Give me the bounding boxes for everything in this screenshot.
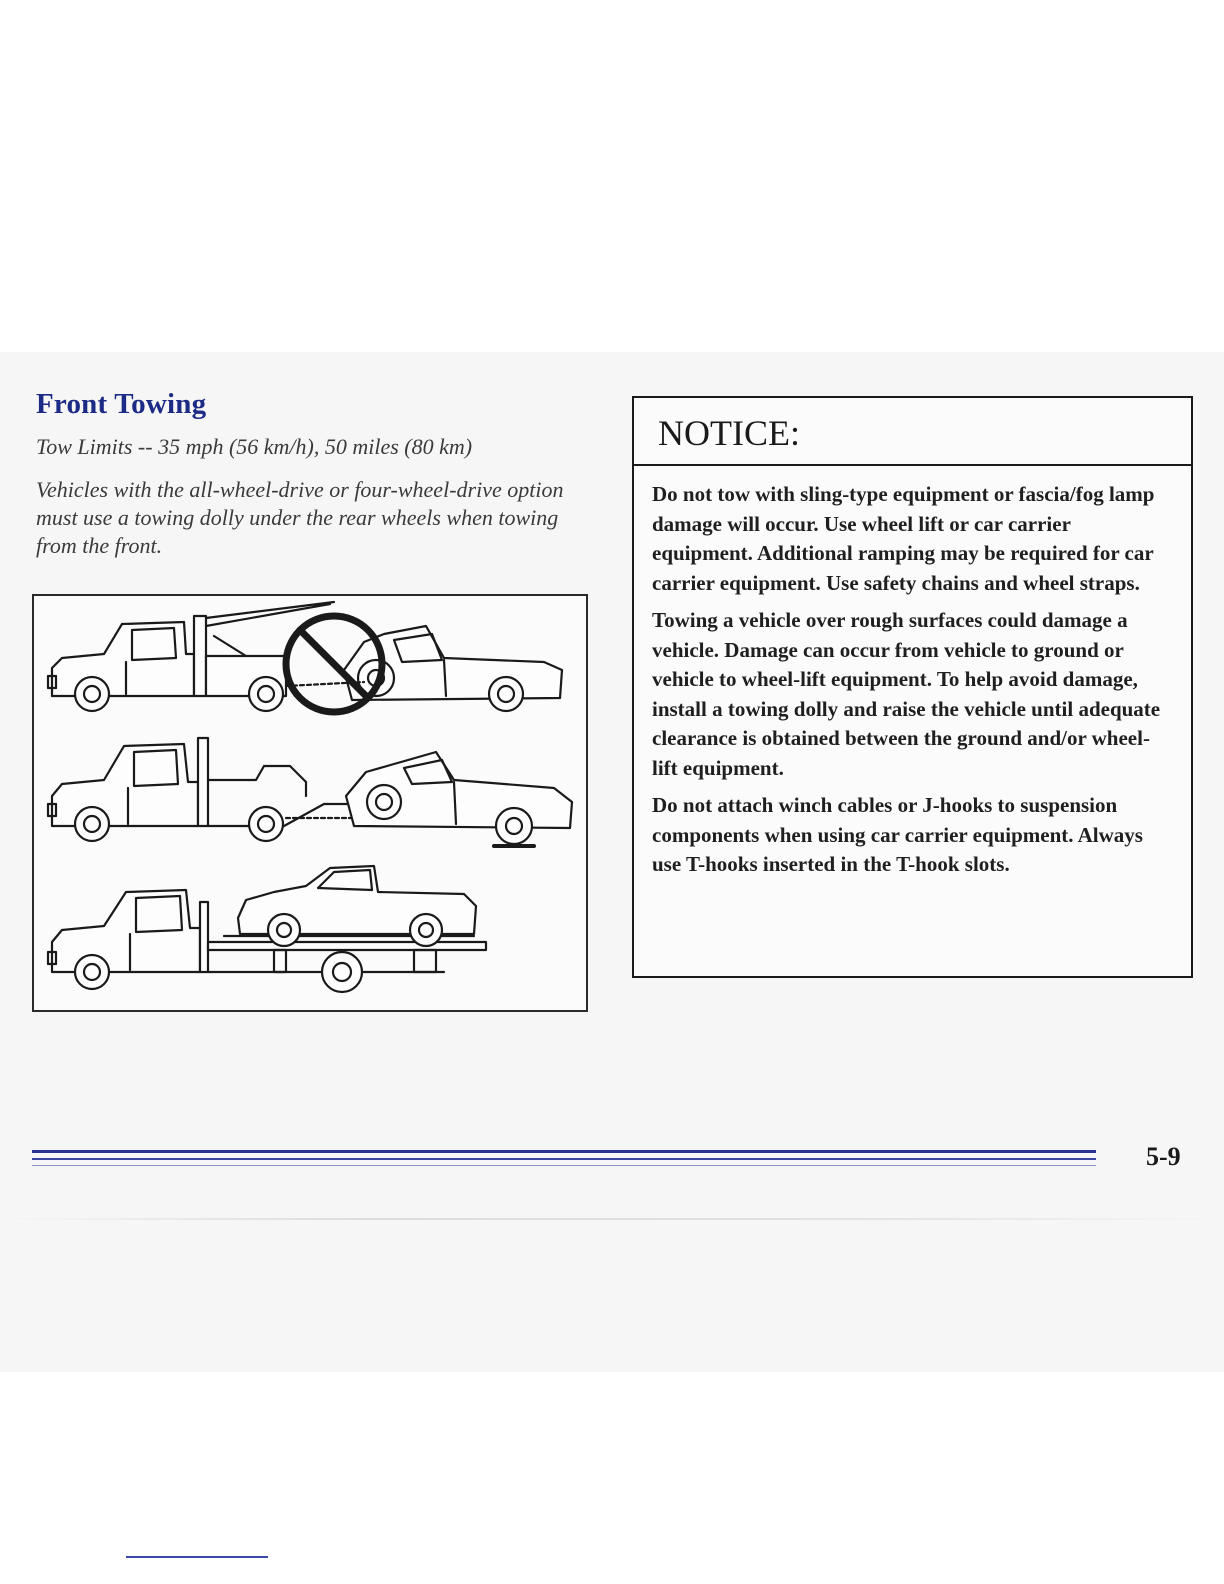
wheel-lift-scene	[48, 738, 572, 846]
notice-paragraph-sling: Do not tow with sling-type equipment or fascia/fog lamp damage will occur. Use wheel lift or car carrier equipment. Additional ramping may be required for car carrier equipment. Use safety chains and wheel straps.	[652, 482, 1155, 595]
footer-rule	[32, 1158, 1096, 1160]
notice-body	[634, 466, 1191, 880]
notice-paragraph-rough-surfaces: Towing a vehicle over rough surfaces could damage a vehicle. Damage can occur from vehicle to ground or vehicle to wheel-lift equipment. To help avoid damage, install a towing dolly and raise the vehicle until adequate clearance is obtained between the ground and/or wheel-lift equipment.	[652, 608, 1161, 780]
footer-rule	[32, 1165, 1096, 1166]
notice-box	[632, 396, 1193, 978]
notice-header: NOTICE:	[634, 398, 1191, 466]
towing-illustration	[32, 594, 588, 1012]
bottom-mark-line	[126, 1556, 268, 1558]
footer-rule	[32, 1150, 1096, 1153]
section-title: Front Towing	[36, 388, 207, 420]
car-carrier-scene	[48, 866, 486, 992]
sling-tow-scene	[48, 602, 562, 712]
scan-edge-line	[0, 1218, 1224, 1220]
tow-limits-text: Tow Limits -- 35 mph (56 km/h), 50 miles (80 km)	[36, 434, 473, 459]
notice-paragraph-hooks: Do not attach winch cables or J-hooks to suspension components when using car carrier equipment. Always use T-hooks inserted in the T-hook slots.	[652, 793, 1143, 876]
awd-note-text: Vehicles with the all-wheel-drive or four-wheel-drive option must use a towing dolly under the rear wheels when towing from the front.	[36, 477, 564, 558]
page-number: 5-9	[1146, 1142, 1181, 1171]
